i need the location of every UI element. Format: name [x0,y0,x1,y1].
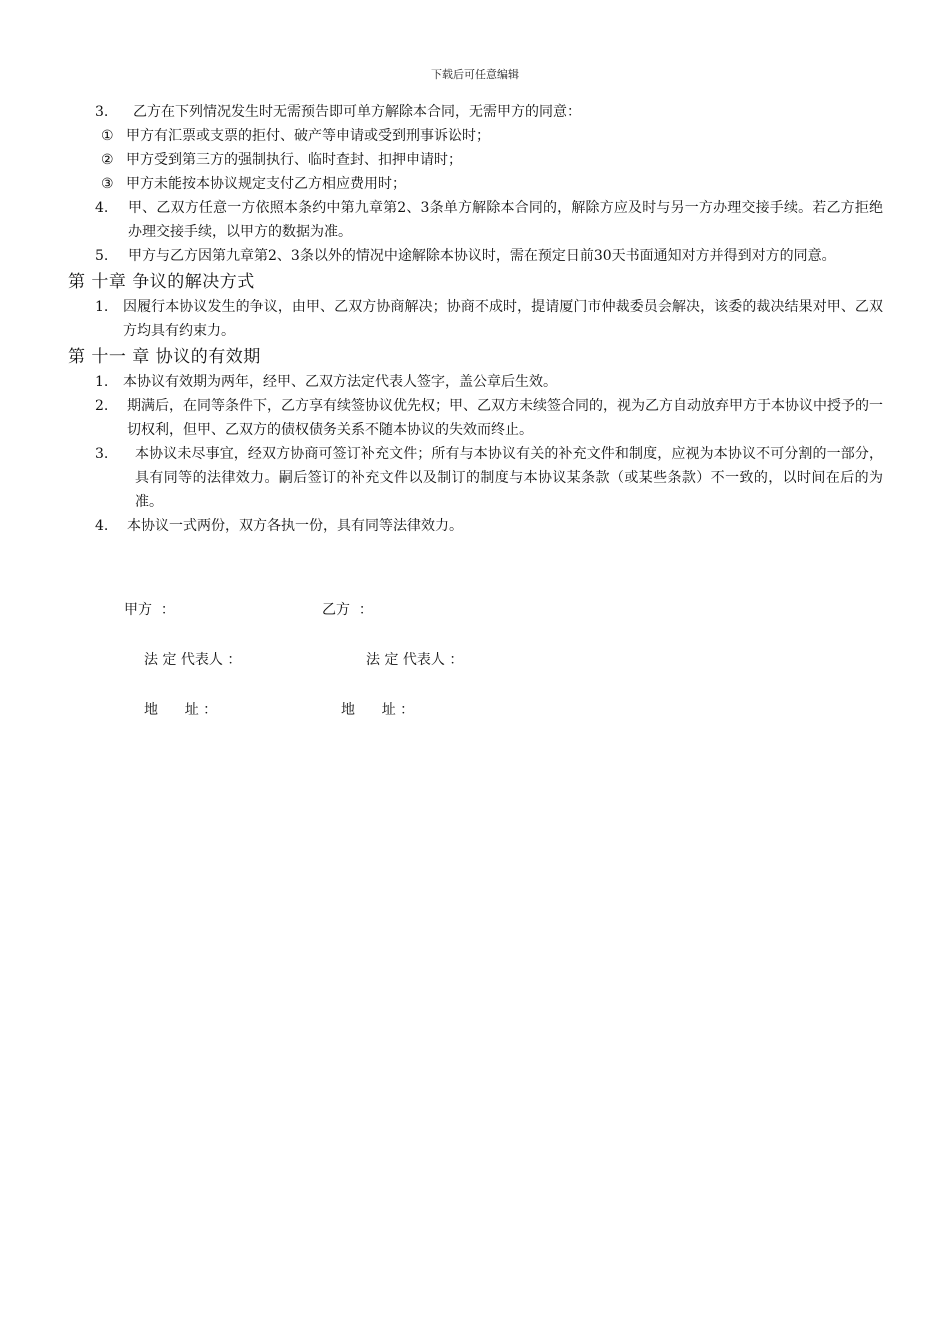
document-body [68,100,883,538]
list-item [68,295,883,343]
list-item [68,124,883,148]
item-text: 本协议一式两份，双方各执一份，具有同等法律效力。 [127,518,463,534]
item-text: 甲方有汇票或支票的拒付、破产等申请或受到刑事诉讼时； [126,128,490,144]
item-text: 甲方未能按本协议规定支付乙方相应费用时； [126,176,406,192]
list-item [68,442,883,514]
list-item [68,148,883,172]
list-item [68,514,883,538]
item-text: 本协议有效期为两年，经甲、乙双方法定代表人签字，盖公章后生效。 [123,374,557,390]
item-text: 期满后，在同等条件下，乙方享有续签协议优先权；甲、乙双方未续签合同的，视为乙方自动放弃甲方于本协议中授予的一切权利，但甲、乙双方的债权债务关系不随本协议的失效而终止。 [127,398,883,438]
item-text: 甲方受到第三方的强制执行、临时查封、扣押申请时； [126,152,462,168]
page-header: 下载后可任意编辑 [431,68,519,81]
item-text: 本协议未尽事宜，经双方协商可签订补充文件；所有与本协议有关的补充文件和制度，应视为本协议不可分割的一部分，具有同等的法律效力。嗣后签订的补充文件以及制订的制度与本协议某条款（或某些条款）不一致的，以时间在后的为准。 [135,446,883,510]
item-number: 5. [95,248,109,264]
party-a-address-label: 地 址 ： [144,702,218,718]
item-number: 3. [95,104,109,120]
party-b-representative-label: 法 定 代表人 ： [366,652,464,668]
list-item [68,196,883,244]
item-text: 因履行本协议发生的争议，由甲、乙双方协商解决；协商不成时，提请厦门市仲裁委员会解决，该委的裁决结果对甲、乙双方均具有约束力。 [123,299,883,339]
party-b-label: 乙方 ： [322,602,373,618]
item-number: ③ [101,176,114,192]
party-a-representative-label: 法 定 代表人 ： [144,652,242,668]
item-text: 甲、乙双方任意一方依照本条约中第九章第2、3条单方解除本合同的，解除方应及时与另一方办理交接手续。若乙方拒绝办理交接手续，以甲方的数据为准。 [128,200,883,240]
item-number: 4. [95,200,109,216]
item-number: 2. [95,398,109,414]
item-number: ② [101,152,114,168]
chapter-11-title: 第 十一 章 协议的有效期 [68,347,261,367]
list-item [68,370,883,394]
list-item [68,100,883,124]
list-item [68,172,883,196]
list-item [68,394,883,442]
party-b-address-label: 地 址 ： [341,702,415,718]
item-number: ① [101,128,114,144]
item-number: 4. [95,518,109,534]
item-text: 乙方在下列情况发生时无需预告即可单方解除本合同，无需甲方的同意： [133,104,581,120]
item-number: 3. [95,446,109,462]
party-a-label: 甲方 ： [124,602,175,618]
item-number: 1. [95,374,109,390]
chapter-10-title: 第 十章 争议的解决方式 [68,272,255,292]
item-number: 1. [95,299,109,315]
item-text: 甲方与乙方因第九章第2、3条以外的情况中途解除本协议时，需在预定日前30天书面通知对方并得到对方的同意。 [128,248,836,264]
list-item [68,244,883,268]
